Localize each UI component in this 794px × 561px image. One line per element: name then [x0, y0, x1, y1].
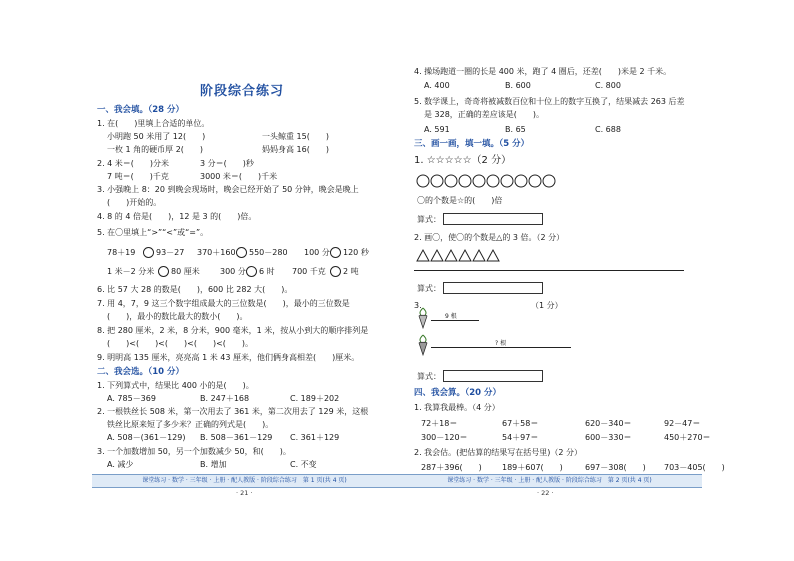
choice-2a: 2. 一根铁丝长 508 米，第一次用去了 361 米，第二次用去了 129 米，这根 — [97, 407, 369, 416]
question-5: 5. 在〇里填上“>”“<”或“=”。 — [97, 228, 209, 237]
choice-4-option-c: C. 800 — [595, 81, 621, 90]
estimate-item: 703－405( ) — [664, 463, 725, 472]
triangles-row — [417, 249, 517, 263]
question-8a: 8. 把 280 厘米，2 米，8 分米，900 毫米，1 米，按从小到大的顺序排列是 — [97, 326, 369, 335]
question-7b: ( )，最小的数比最大的数小( )。 — [107, 312, 248, 321]
bar-label-9: 9 根 — [445, 313, 457, 320]
choice-5b: 是 328，正确的差应该是( )。 — [424, 110, 545, 119]
question-2c: 7 吨＝( )千克 — [107, 172, 169, 181]
choice-5a: 5. 数学课上，奇奇将被减数百位和十位上的数字互换了，结果减去 263 后差 — [414, 97, 685, 106]
calc-question-2: 2. 我会估。(把估算的结果写在括号里)（2 分） — [414, 448, 583, 457]
question-4: 4. 8 的 4 倍是( )，12 是 3 的( )倍。 — [97, 212, 257, 221]
bar-label-unknown: ? 根 — [495, 340, 507, 347]
right-page — [397, 0, 794, 561]
choice-1: 1. 下列算式中，结果比 400 小的是( )。 — [97, 381, 254, 390]
compare-left: 78＋19 — [107, 248, 136, 257]
calc-item: 620－340＝ — [585, 419, 632, 428]
choice-5-option-a: A. 591 — [424, 125, 450, 134]
question-7a: 7. 用 4，7，9 这三个数字组成最大的三位数是( )，最小的三位数是 — [97, 299, 350, 308]
choice-1-option-a: A. 785－369 — [107, 394, 156, 403]
question-1d: 妈妈身高 16( ) — [262, 145, 329, 154]
choice-2b: 铁丝比原来短了多少米？正确的列式是( )。 — [107, 420, 274, 429]
compare-left: 700 千克 — [292, 267, 326, 276]
choice-3-option-c: C. 不变 — [290, 460, 317, 469]
choice-2-option-b: B. 508－361－129 — [200, 433, 273, 442]
page-number: · 21 · — [236, 489, 253, 497]
question-9: 9. 明明高 135 厘米，亮亮高 1 米 43 厘米，他们俩身高相差( )厘米。 — [97, 353, 360, 362]
compare-right: 6 时 — [259, 267, 275, 276]
calc-item: 72＋18＝ — [421, 419, 458, 428]
choice-5-option-b: B. 65 — [505, 125, 526, 134]
compare-circle[interactable] — [330, 266, 341, 277]
question-2d: 3000 米＝( )千米 — [200, 172, 278, 181]
formula-answer-box[interactable] — [443, 370, 543, 382]
section-calculate: 四、我会算。（20 分） — [414, 388, 502, 398]
choice-4-option-b: B. 600 — [505, 81, 531, 90]
formula-label: 算式： — [417, 215, 441, 224]
compare-left: 1 米－2 分米 — [107, 267, 155, 276]
compare-right: 2 吨 — [343, 267, 359, 276]
draw-question-2: 2. 画〇，使〇的个数是△的 3 倍。（2 分） — [414, 233, 565, 242]
calc-item: 92－47＝ — [664, 419, 701, 428]
drawing-line — [414, 270, 684, 271]
question-3b: ( )开始的。 — [107, 198, 162, 207]
estimate-item: 697－308( ) — [585, 463, 646, 472]
choice-5-option-c: C. 688 — [595, 125, 621, 134]
page-number: · 22 · — [537, 489, 554, 497]
compare-right: 550－280 — [249, 248, 288, 257]
choice-2-option-a: A. 508－(361－129) — [107, 433, 186, 442]
draw-question-1-text: 〇的个数是☆的( )倍 — [417, 196, 503, 205]
calc-item: 450＋270＝ — [664, 433, 711, 442]
compare-circle[interactable] — [158, 266, 169, 277]
compare-circle[interactable] — [143, 247, 154, 258]
page-footer: 课堂练习 · 数学 · 三年级 · 上册 · 配人教版 · 阶段综合练习 第 1 页(共 4 页) — [92, 474, 397, 488]
section-fill: 一、我会填。（28 分） — [97, 105, 185, 115]
question-1b: 一头鲸重 15( ) — [262, 132, 329, 141]
compare-circle[interactable] — [236, 247, 247, 258]
choice-4: 4. 操场跑道一圈的长是 400 米，跑了 4 圈后，还差( )米是 2 千米。 — [414, 67, 672, 76]
section-draw: 三、画一画，填一填。（5 分） — [414, 139, 530, 149]
page-footer: 课堂练习 · 数学 · 三年级 · 上册 · 配人教版 · 阶段综合练习 第 2 页(共 4 页) — [397, 474, 702, 488]
calc-item: 600－330＝ — [585, 433, 632, 442]
question-3a: 3. 小强晚上 8：20 到晚会现场时，晚会已经开始了 50 分钟，晚会是晚上 — [97, 185, 359, 194]
radish-icon — [417, 308, 429, 328]
choice-3-option-a: A. 减少 — [107, 460, 134, 469]
choice-1-option-c: C. 189＋202 — [290, 394, 340, 403]
draw-question-3-points: （1 分） — [531, 301, 563, 310]
circles-row — [417, 174, 557, 190]
compare-left: 100 分 — [304, 248, 330, 257]
draw-question-1: 1. ☆☆☆☆☆（2 分） — [414, 155, 512, 166]
question-1c: 一枚 1 角的硬币厚 2( ) — [107, 145, 204, 154]
compare-right: 93－27 — [156, 248, 185, 257]
draw-question-3-number: 3. — [414, 301, 422, 310]
calc-item: 67＋58＝ — [502, 419, 539, 428]
question-6: 6. 比 57 大 28 的数是( )，600 比 282 大( )。 — [97, 285, 293, 294]
compare-circle[interactable] — [246, 266, 257, 277]
question-2b: 3 分＝( )秒 — [200, 159, 254, 168]
estimate-item: 287＋396( ) — [421, 463, 482, 472]
question-2a: 2. 4 米＝( )分米 — [97, 159, 170, 168]
compare-left: 300 分 — [220, 267, 246, 276]
section-choose: 二、我会选。（10 分） — [97, 367, 185, 377]
estimate-item: 189＋607( ) — [502, 463, 563, 472]
question-1: 1. 在( )里填上合适的单位。 — [97, 119, 210, 128]
choice-1-option-b: B. 247＋168 — [200, 394, 250, 403]
formula-label: 算式： — [417, 284, 441, 293]
page-title: 阶段综合练习 — [200, 84, 285, 99]
calc-question-1: 1. 我算我最棒。（4 分） — [414, 403, 500, 412]
question-8b: ( )<( )<( )<( )<( )。 — [107, 339, 254, 348]
formula-label: 算式： — [417, 372, 441, 381]
choice-2-option-c: C. 361＋129 — [290, 433, 340, 442]
formula-answer-box[interactable] — [443, 282, 543, 294]
compare-left: 370＋160 — [197, 248, 236, 257]
choice-4-option-a: A. 400 — [424, 81, 450, 90]
calc-item: 300－120＝ — [421, 433, 468, 442]
formula-answer-box[interactable] — [443, 213, 543, 225]
calc-item: 54＋97＝ — [502, 433, 539, 442]
carrot-icon — [417, 335, 429, 355]
choice-3: 3. 一个加数增加 50，另一个加数减少 50，和( )。 — [97, 447, 291, 456]
choice-3-option-b: B. 增加 — [200, 460, 227, 469]
compare-right: 120 秒 — [343, 248, 369, 257]
question-1a: 小明跑 50 米用了 12( ) — [107, 132, 206, 141]
compare-circle[interactable] — [330, 247, 341, 258]
compare-right: 80 厘米 — [171, 267, 200, 276]
